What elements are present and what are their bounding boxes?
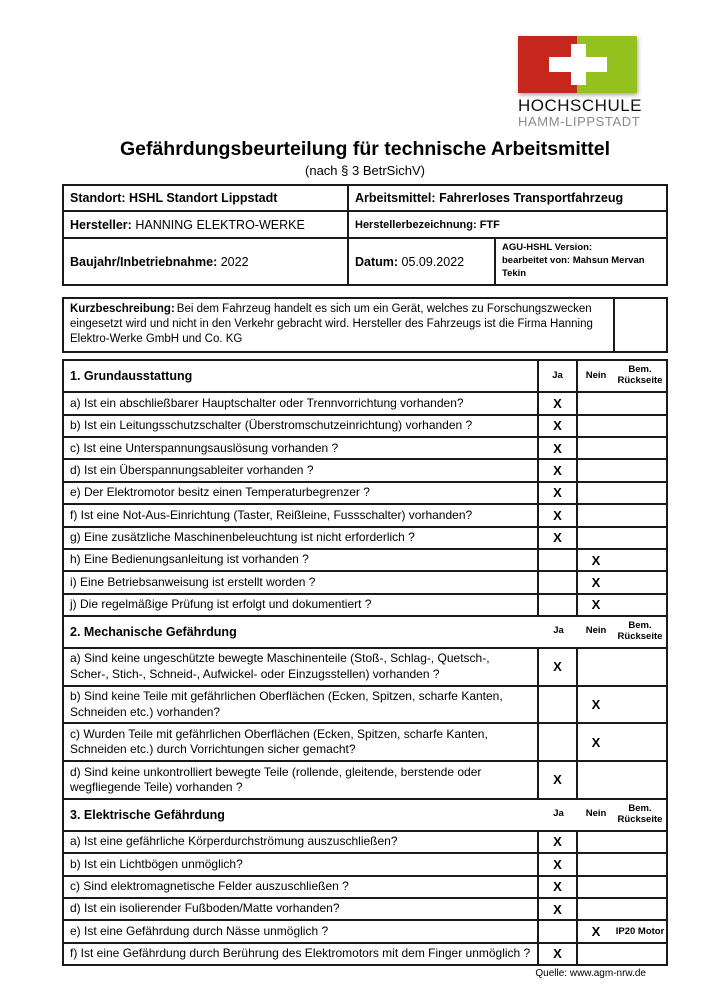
nein-bem-answer-cell	[578, 550, 666, 570]
ja-answer-cell	[539, 832, 578, 852]
nein-answer-cell	[578, 483, 614, 503]
nein-bem-column-header	[578, 361, 666, 391]
question-text: c) Wurden Teile mit gefährlichen Oberflächen (Ecken, Spitzen, scharfe Kanten, Schneiden etc.) durch Vorrichtungen sicher gemacht?	[64, 724, 539, 760]
answer-mark-ja: X	[553, 463, 562, 479]
kurzbeschreibung-empty-cell	[613, 299, 666, 352]
ja-answer-cell	[539, 687, 578, 723]
answer-mark-nein: X	[591, 597, 601, 613]
nein-column-header	[578, 617, 614, 647]
answer-mark-ja: X	[553, 440, 562, 456]
nein-answer-cell	[578, 899, 614, 919]
nein-bem-answer-cell	[578, 921, 666, 941]
nein-bem-answer-cell	[578, 528, 666, 548]
ja-answer-cell	[539, 921, 578, 941]
section-header-row	[64, 800, 666, 832]
nein-bem-column-header	[578, 800, 666, 830]
answer-mark-nein: X	[591, 552, 601, 568]
question-text: g) Eine zusätzliche Maschinenbeleuchtung ist nicht erforderlich ?	[64, 528, 539, 548]
baujahr-value: 2022	[220, 254, 249, 269]
bem-answer-cell	[614, 854, 666, 874]
bem-column-label: Bem. Rückseite	[617, 364, 663, 387]
standort-label: Standort:	[70, 191, 126, 206]
bem-answer-cell	[614, 762, 666, 798]
nein-answer-cell	[578, 438, 614, 458]
herstellerbezeichnung-label: Herstellerbezeichnung:	[355, 218, 477, 231]
nein-column-header	[578, 361, 614, 391]
bem-column-header	[614, 361, 666, 391]
standort-cell	[64, 186, 349, 210]
ja-column-header	[539, 800, 578, 830]
ja-answer-cell	[539, 460, 578, 480]
nein-bem-column-header	[578, 617, 666, 647]
hersteller-label: Hersteller:	[70, 217, 132, 232]
question-text: a) Sind keine ungeschützte bewegte Maschinenteile (Stoß-, Schlag-, Quetsch-, Scher-, Stich-, Schneid-, Aufwickel- oder Einzugsstellen) vorhanden ?	[64, 649, 539, 685]
version-cell	[496, 239, 666, 283]
kurzbeschreibung-box	[62, 297, 668, 354]
version-label: AGU-HSHL Version:	[502, 242, 593, 254]
checklist-row	[64, 762, 666, 800]
question-text: d) Ist ein Überspannungsableiter vorhanden ?	[64, 460, 539, 480]
ja-answer-cell	[539, 854, 578, 874]
ja-answer-cell	[539, 649, 578, 685]
ja-answer-cell	[539, 572, 578, 592]
bem-answer-cell	[614, 528, 666, 548]
ja-column-header	[539, 361, 578, 391]
question-text: j) Die regelmäßige Prüfung ist erfolgt und dokumentiert ?	[64, 595, 539, 615]
nein-answer-cell	[578, 877, 614, 897]
answer-mark-nein: X	[591, 734, 601, 750]
bem-answer-cell	[614, 438, 666, 458]
datum-label: Datum:	[355, 254, 399, 269]
ja-column-label: Ja	[553, 625, 564, 637]
page-title: Gefährdungsbeurteilung für technische Arbeitsmittel	[119, 138, 611, 160]
version-bearbeiter: bearbeitet von: Mahsun Mervan Tekin	[502, 255, 645, 280]
answer-mark-ja: X	[553, 856, 562, 872]
ja-answer-cell	[539, 877, 578, 897]
standort-value: HSHL Standort Lippstadt	[129, 191, 278, 206]
ja-answer-cell	[539, 595, 578, 615]
question-text: b) Sind keine Teile mit gefährlichen Oberflächen (Ecken, Spitzen, scharfe Kanten, Schneiden etc.) vorhanden?	[64, 687, 539, 723]
checklist-row	[64, 921, 666, 943]
question-text: c) Ist eine Unterspannungsauslösung vorhanden ?	[64, 438, 539, 458]
bem-answer-cell	[614, 921, 666, 941]
nein-answer-cell	[578, 393, 614, 413]
answer-mark-nein: X	[591, 923, 601, 939]
section-title: 1. Grundausstattung	[64, 361, 539, 391]
checklist-row	[64, 595, 666, 617]
ja-answer-cell	[539, 944, 578, 964]
nein-answer-cell	[578, 416, 614, 436]
bem-answer-cell	[614, 899, 666, 919]
baujahr-cell	[64, 239, 349, 283]
answer-mark-ja: X	[553, 879, 562, 895]
bem-answer-cell	[614, 832, 666, 852]
bem-note: IP20 Motor	[615, 925, 665, 937]
checklist-row	[64, 687, 666, 725]
answer-mark-ja: X	[553, 418, 562, 434]
nein-bem-answer-cell	[578, 687, 666, 723]
arbeitsmittel-cell	[349, 186, 666, 210]
section-header-row	[64, 361, 666, 393]
page-subtitle: (nach § 3 BetrSichV)	[305, 163, 425, 179]
checklist-row	[64, 550, 666, 572]
bem-column-header	[614, 617, 666, 647]
ja-column-label: Ja	[552, 369, 563, 381]
question-text: a) Ist eine gefährliche Körperdurchströmung auszuschließen?	[64, 832, 539, 852]
nein-column-label: Nein	[585, 625, 607, 637]
answer-mark-ja: X	[553, 772, 562, 788]
question-text: b) Ist ein Leitungsschutzschalter (Überstromschutzeinrichtung) vorhanden ?	[64, 416, 539, 436]
datum-value: 05.09.2022	[401, 254, 465, 269]
nein-bem-answer-cell	[578, 832, 666, 852]
checklist-row	[64, 572, 666, 594]
answer-mark-ja: X	[553, 834, 562, 850]
nein-answer-cell	[578, 528, 614, 548]
baujahr-label: Baujahr/Inbetriebnahme:	[70, 254, 218, 269]
bem-column-label: Bem. Rückseite	[617, 802, 663, 825]
checklist-row	[64, 393, 666, 415]
bem-answer-cell	[614, 649, 666, 685]
nein-answer-cell	[578, 505, 614, 525]
nein-answer-cell	[578, 649, 614, 685]
logo-text-hamm-lippstadt: HAMM-LIPPSTADT	[518, 113, 641, 129]
ja-answer-cell	[539, 393, 578, 413]
section-header-row	[64, 617, 666, 649]
bem-answer-cell	[614, 505, 666, 525]
nein-answer-cell	[578, 921, 614, 941]
ja-answer-cell	[539, 528, 578, 548]
nein-bem-answer-cell	[578, 438, 666, 458]
logo-text-hochschule: HOCHSCHULE	[518, 96, 643, 115]
checklist-row	[64, 854, 666, 876]
nein-answer-cell	[578, 944, 614, 964]
bem-answer-cell	[614, 550, 666, 570]
source-note: Quelle: www.agm-nrw.de	[535, 967, 646, 979]
bem-answer-cell	[614, 687, 666, 723]
section-title: 2. Mechanische Gefährdung	[70, 624, 237, 639]
question-text: e) Der Elektromotor besitz einen Temperaturbegrenzer ?	[64, 483, 539, 503]
bem-answer-cell	[614, 572, 666, 592]
question-text: c) Sind elektromagnetische Felder auszuschließen ?	[64, 877, 539, 897]
arbeitsmittel-value: Fahrerloses Transportfahrzeug	[439, 191, 624, 206]
nein-bem-answer-cell	[578, 572, 666, 592]
nein-column-label: Nein	[585, 808, 607, 820]
nein-bem-answer-cell	[578, 505, 666, 525]
nein-bem-answer-cell	[578, 595, 666, 615]
checklist-row	[64, 438, 666, 460]
answer-mark-nein: X	[591, 697, 601, 713]
nein-bem-answer-cell	[578, 416, 666, 436]
bem-answer-cell	[614, 595, 666, 615]
nein-bem-answer-cell	[578, 393, 666, 413]
document-page	[62, 0, 668, 979]
ja-answer-cell	[539, 550, 578, 570]
section-title: 3. Elektrische Gefährdung	[70, 807, 225, 822]
kurzbeschreibung-label: Kurzbeschreibung:	[70, 302, 175, 315]
bem-column-label: Bem. Rückseite	[617, 620, 663, 642]
checklist-row	[64, 649, 666, 687]
answer-mark-ja: X	[553, 530, 562, 546]
info-table	[62, 184, 668, 285]
checklist-row	[64, 877, 666, 899]
nein-answer-cell	[578, 460, 614, 480]
answer-mark-ja: X	[553, 485, 562, 501]
nein-answer-cell	[578, 832, 614, 852]
nein-answer-cell	[578, 550, 614, 570]
info-row-3	[64, 239, 666, 283]
bem-answer-cell	[614, 460, 666, 480]
ja-answer-cell	[539, 438, 578, 458]
question-text: i) Eine Betriebsanweisung ist erstellt worden ?	[64, 572, 539, 592]
nein-bem-answer-cell	[578, 877, 666, 897]
nein-bem-answer-cell	[578, 460, 666, 480]
ja-column-label: Ja	[553, 808, 564, 820]
question-text: f) Ist eine Gefährdung durch Berührung des Elektromotors mit dem Finger unmöglich ?	[64, 944, 539, 964]
checklist-row	[64, 483, 666, 505]
kurzbeschreibung-text-cell	[64, 299, 613, 352]
answer-mark-ja: X	[553, 507, 562, 523]
checklist-row	[64, 944, 666, 964]
ja-answer-cell	[539, 724, 578, 760]
ja-answer-cell	[539, 416, 578, 436]
bem-answer-cell	[614, 483, 666, 503]
arbeitsmittel-label: Arbeitsmittel:	[355, 191, 436, 206]
checklist-row	[64, 460, 666, 482]
checklist-row	[64, 528, 666, 550]
question-text: e) Ist eine Gefährdung durch Nässe unmöglich ?	[64, 921, 539, 941]
nein-answer-cell	[578, 595, 614, 615]
info-row-1	[64, 186, 666, 212]
nein-bem-answer-cell	[578, 944, 666, 964]
answer-mark-ja: X	[553, 396, 562, 412]
nein-bem-answer-cell	[578, 649, 666, 685]
nein-bem-answer-cell	[578, 899, 666, 919]
question-text: d) Sind keine unkontrolliert bewegte Teile (rollende, gleitende, berstende oder wegfliegende Teile) vorhanden ?	[64, 762, 539, 798]
nein-answer-cell	[578, 854, 614, 874]
hersteller-cell	[64, 212, 349, 237]
checklist-row	[64, 724, 666, 762]
ja-answer-cell	[539, 483, 578, 503]
answer-mark-ja: X	[553, 659, 562, 675]
datum-cell	[349, 239, 496, 283]
nein-answer-cell	[578, 762, 614, 798]
checklist-row	[64, 899, 666, 921]
ja-answer-cell	[539, 762, 578, 798]
nein-bem-answer-cell	[578, 483, 666, 503]
question-text: h) Eine Bedienungsanleitung ist vorhanden ?	[64, 550, 539, 570]
bem-answer-cell	[614, 416, 666, 436]
bem-answer-cell	[614, 877, 666, 897]
checklist-row	[64, 832, 666, 854]
bem-answer-cell	[614, 393, 666, 413]
question-text: a) Ist ein abschließbarer Hauptschalter oder Trennvorrichtung vorhanden?	[64, 393, 539, 413]
nein-bem-answer-cell	[578, 854, 666, 874]
question-text: f) Ist eine Not-Aus-Einrichtung (Taster, Reißleine, Fussschalter) vorhanden?	[64, 505, 539, 525]
kurzbeschreibung-text: Bei dem Fahrzeug handelt es sich um ein Gerät, welches zu Forschungszwecken eingesetzt wird und nicht in den Verkehr gebracht wird. Hersteller des Fahrzeugs ist die Firma Hanning Elektro-Werke GmbH und Co. KG	[70, 302, 593, 346]
checklist-table	[62, 359, 668, 966]
bem-answer-cell	[614, 724, 666, 760]
nein-bem-answer-cell	[578, 724, 666, 760]
nein-column-header	[578, 800, 614, 830]
ja-column-header	[539, 617, 578, 647]
checklist-row	[64, 505, 666, 527]
question-text: b) Ist ein Lichtbögen unmöglich?	[64, 854, 539, 874]
nein-bem-answer-cell	[578, 762, 666, 798]
answer-mark-nein: X	[591, 574, 601, 590]
bem-answer-cell	[614, 944, 666, 964]
herstellerbezeichnung-value: FTF	[479, 218, 500, 231]
nein-answer-cell	[578, 724, 614, 760]
ja-answer-cell	[539, 899, 578, 919]
info-row-2	[64, 212, 666, 239]
ja-answer-cell	[539, 505, 578, 525]
nein-column-label: Nein	[585, 369, 607, 381]
bem-column-header	[614, 800, 666, 830]
answer-mark-ja: X	[553, 901, 562, 917]
answer-mark-ja: X	[553, 946, 562, 962]
question-text: d) Ist ein isolierender Fußboden/Matte vorhanden?	[64, 899, 539, 919]
nein-answer-cell	[578, 687, 614, 723]
hersteller-value: HANNING ELEKTRO-WERKE	[135, 217, 305, 232]
nein-answer-cell	[578, 572, 614, 592]
herstellerbezeichnung-cell	[349, 212, 666, 237]
checklist-row	[64, 416, 666, 438]
